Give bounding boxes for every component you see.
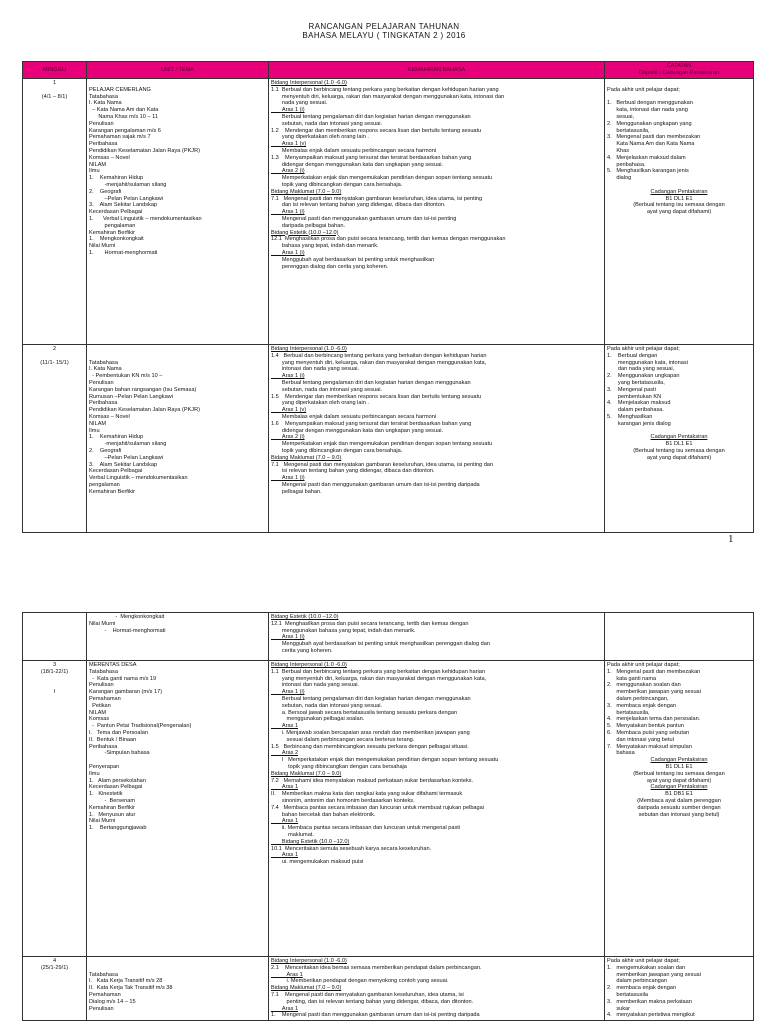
skill-line: 1.1 Berbual dan berbincang tentang perkara yang berkaitan dengan kehidupan harian yang (271, 86, 499, 93)
unit-line: - Bersenam (89, 797, 136, 804)
skill-line: 10.1 Menceritakan semula sesebuah karya secara keseluruhan. (271, 845, 432, 852)
skill-line: 2.1 Menceritakan idea bernas semasa memberikan pendapat dalam perbincangan. (271, 964, 482, 971)
skill-cell (269, 613, 605, 661)
note-line: dalam perbincangan, (607, 695, 669, 702)
unit-line (89, 965, 266, 972)
column-header-unit: UNIT / TEMA (87, 62, 269, 79)
skill-line: Bidang Interpersonal (1.0 -6.0) (271, 662, 347, 668)
skill-line: 7.1 Mengenal pasti dan menyatakan gambaran keseluruhan, idea utama, isi penting (271, 195, 483, 202)
note-line: 1. Berbual dengan (607, 352, 658, 359)
unit-line: - Pantun Petai Tradisional(Pengenalan) (89, 723, 192, 730)
week-line: I (53, 689, 56, 696)
unit-line: 1. Hormat-menghormati (89, 249, 158, 256)
skill-line: II. Memberikan makna kata dan rangkai kata yang sukar difahami termasuk (271, 791, 463, 798)
note-line: (Membaca ayat dalam perenggan (637, 797, 721, 804)
note-line: (Berbual tentang isu semasa dengan (633, 770, 725, 777)
week-line: (18/1-22/1) (40, 668, 69, 675)
skill-line: Bidang Estetik (10.0 –12.0) (271, 838, 350, 845)
note-line: (Berbual tentang isu semasa dengan (633, 447, 725, 454)
skill-cell (269, 957, 605, 1021)
unit-line: - Kata ganti nama m/s 19 (89, 675, 157, 682)
week-cell (23, 79, 87, 345)
unit-cell (87, 345, 269, 533)
lesson-plan-table-page-1 (22, 61, 754, 533)
unit-line: NILAM (89, 161, 107, 168)
note-line: 2. Menggunakan ungkapan yang (607, 120, 692, 127)
note-line: karangan jenis dialog (607, 420, 671, 427)
skill-line: Aras 1 (i) (271, 689, 305, 696)
note-line: Cadangan Pentaksiran (650, 757, 708, 764)
skill-line: Mengenal pasti dan menggunakan gambaran umum dan isi-isi penting (271, 215, 457, 222)
unit-line: Pendidikan Keselamatan Jalan Raya (PKJR) (89, 147, 201, 154)
unit-line: 1. Kemahiran Hidup (89, 434, 144, 441)
skill-cell (269, 345, 605, 533)
skill-line: Aras 1 (i) (271, 209, 305, 216)
note-line: bertatasusila (607, 991, 649, 998)
unit-line: Tatabahasa (89, 668, 118, 675)
skill-line: bahan bercetak dan bahan elektronik. (271, 811, 376, 818)
note-line: dalam perbincangan (607, 978, 668, 985)
skill-line: Aras 2 (i) (271, 168, 305, 175)
skill-line: ii. Membaca pantas secara imbasan dan luncuran untuk mengenal pasti (271, 825, 461, 832)
note-line: Pada akhir unit pelajar dapat; (607, 346, 680, 352)
unit-line: Komsas – Novel (89, 154, 130, 161)
skill-cell (269, 661, 605, 957)
note-line: 1. Mengenal pasti dan membezakan (607, 668, 701, 675)
unit-line: Rumusan –Pelan Pelan Langkawi (89, 393, 173, 400)
note-line: menggunakan kata, intonasi (607, 359, 688, 366)
skill-line: sinonim, antonim dan homonim berdasarkan konteks. (271, 797, 415, 804)
skill-line: 1.6 Menyampaikan maksud yang tersurat dan tersirat berdasarkan bahan yang (271, 420, 472, 427)
skill-line: Berbual tentang pengalaman diri dan kegiatan harian dengan menggunakan (271, 379, 471, 386)
unit-line: Penyerapan (89, 763, 120, 770)
skill-line: i. Memberikan pendapat dengan menyokong contoh yang sesuai. (271, 978, 449, 985)
note-line: 1. Berbual dengan menggunakan (607, 100, 693, 107)
note-line: B1 DB1 E1 (665, 791, 693, 798)
unit-line: I. Kata Nama (89, 100, 122, 107)
skill-line: maklumat. (271, 831, 314, 838)
skill-line: sebutan, nada dan intonasi yang sesuai. (271, 386, 383, 393)
skill-line: Aras 1 (v) (271, 407, 307, 414)
unit-line: Kecerdasan Pelbagai (89, 209, 143, 216)
lesson-plan-table-page-2 (22, 612, 754, 1021)
skill-line: menyentuh diri, keluarga, rakan dan masyarakat dengan menggunakan kata, intonasi dan (271, 93, 505, 100)
unit-line: Peribahasa (89, 141, 118, 148)
note-line: dan intonasi yang betul (607, 736, 674, 743)
unit-line: Nilai Murni (89, 818, 116, 825)
note-line (607, 94, 751, 101)
week-row (23, 345, 754, 533)
catatan-title: CATATAN (666, 63, 692, 70)
skill-line: 7.1 Mengenal pasti dan menyatakan gambaran keseluruhan, idea utama, isi penting dan (271, 461, 494, 468)
note-line: 2. membaca enjak dengan (607, 985, 677, 992)
skill-line: Aras 1 (271, 971, 303, 978)
note-line: peribahasa. (607, 161, 646, 168)
skill-line: Bidang Interpersonal (1.0 -6.0) (271, 80, 347, 86)
unit-line: MERENTAS DESA (89, 662, 137, 668)
unit-line: Penulisan (89, 120, 114, 127)
unit-line: Kemahiran Berfikir (89, 229, 136, 236)
unit-line: Pemahaman sajak m/s 7 (89, 134, 151, 141)
unit-line: Penulisan (89, 1005, 114, 1012)
skill-line: Membalas enjak dalam sesuatu perbincangan secara harmoni (271, 413, 437, 420)
document-subtitle: BAHASA MELAYU ( TINGKATAN 2 ) 2016 (302, 31, 466, 40)
skill-line: yang menyentuh diri, keluarga, rakan dan masyarakat dengan menggunakan kata, (271, 359, 487, 366)
note-line: Pada akhir unit pelajar dapat; (607, 86, 680, 93)
skill-line: Aras 1 (271, 784, 299, 791)
note-line: daripada sesuatu sumber dengan (637, 804, 721, 811)
unit-line: PELAJAR CEMERLANG (89, 86, 151, 93)
note-cell (605, 345, 754, 533)
skill-line: 1.3 Menyampaikan maksud yang tersurat dan tersirat berdasarkan bahan yang (271, 154, 472, 161)
note-line: B1 DL1 E1 (665, 763, 693, 770)
unit-line: - Mengkonkongkait (89, 614, 165, 620)
skill-line: yang menyentuh diri, keluarga, rakan dan masyarakat dengan menggunakan kata, (271, 675, 487, 682)
unit-line: Ilmu (89, 427, 100, 434)
unit-line: Kemahiran Berfikir (89, 488, 136, 495)
note-line: sesuai, (607, 113, 635, 120)
note-line: Khas (607, 147, 630, 154)
skill-line: menggunakan bahasa yang tepat, indah dan menarik. (271, 627, 416, 634)
skill-line: Bidang Estetik (10.0 –12.0) (271, 229, 339, 236)
note-line: Cadangan Pentaksiran (650, 188, 708, 195)
unit-line: Penulisan (89, 379, 114, 386)
note-line: yang bertatasusila, (607, 379, 665, 386)
unit-line: Pemahaman (89, 991, 121, 998)
skill-line: sebutan, nada dan intonasi yang sesuai. (271, 120, 383, 127)
skill-line: 1.1 Berbual dan berbincang tentang perkara yang berkaitan dengan kehidupan harian (271, 668, 485, 675)
note-line (607, 428, 751, 435)
unit-line: I. Tema dan Persoalan (89, 729, 148, 736)
unit-line (89, 958, 266, 965)
skill-line: penting, dan isi relevan tentang bahan yang didengar, dibaca, dan ditonton. (271, 998, 474, 1005)
skill-line: Aras 1 (i) (271, 249, 305, 256)
skill-line: i. Menjawab soalan bercapaian aras rendah dan memberikan jawapan yang (271, 729, 470, 736)
skill-line: sebutan, nada dan intonasi yang sesuai. (271, 702, 383, 709)
skill-line: Mengenal pasti dan menggunakan gambaran umum dan isi-isi penting daripada (271, 481, 480, 488)
unit-line: 1. Menyusun atur (89, 811, 136, 818)
unit-line: - Hormat-menghormati (89, 627, 166, 634)
week-cell (23, 613, 87, 661)
note-cell (605, 613, 754, 661)
unit-line: 1. Bertanggungjawab (89, 825, 147, 832)
column-header-kemahiran: KEMAHIRAN BAHASA (269, 62, 605, 79)
skill-line: Aras 1 (271, 818, 299, 825)
unit-line: –Pelan Pelan Langkawi (89, 454, 164, 461)
skill-line: 7.4 Membaca pantas secara imbasan dan luncuran untuk membuat rujukan pelbagai (271, 804, 485, 811)
skill-line: yang diperkatakan oleh orang lain . (271, 400, 369, 407)
unit-line (89, 80, 266, 87)
skill-line: Bidang Interpersonal (1.0 -6.0) (271, 958, 347, 964)
note-line: B1 DL1 E1 (665, 195, 693, 202)
skill-line: pelbagai bahan. (271, 488, 322, 495)
skill-line: Bidang Maklumat (7.0 – 9.0) (271, 770, 342, 777)
note-line: ayat yang dapat difahami) (646, 209, 712, 216)
skill-line: yang diperkatakan oleh orang lain . (271, 134, 369, 141)
skill-line: daripada pelbagai bahan. (271, 222, 346, 229)
unit-line: Ilmu (89, 770, 100, 777)
note-line: dialog (607, 175, 632, 182)
skill-line: Memperkatakan enjak dan mengemukakan pendirian dengan sopan tentang sesuatu (271, 441, 493, 448)
note-line: 2. menggunakan soalan dan (607, 682, 681, 689)
unit-line: -Simpulan bahasa (89, 750, 150, 757)
unit-cell (87, 79, 269, 345)
week-row (23, 613, 754, 661)
unit-line: 3. Alam Sekitar Landskap (89, 202, 158, 209)
week-line (25, 353, 84, 360)
skill-line: Menggubah ayat berdasarkan isi penting untuk menghasilkan perenggan dialog dan (271, 641, 490, 648)
unit-line: -menjahit/sulaman silang (89, 181, 167, 188)
skill-line: Bidang Estetik (10.0 –12.0) (271, 614, 339, 620)
unit-line: 1. Kemahiran Hidup (89, 175, 144, 182)
note-line: B1 DL1 E1 (665, 441, 693, 448)
unit-line: NILAM (89, 709, 107, 716)
week-line: (25/1-29/1) (40, 964, 69, 971)
unit-line: Peribahasa (89, 400, 118, 407)
note-line: 2. Menggunakan ungkapan (607, 373, 680, 380)
skill-line: Memperkatakan enjak dan mengemukakan pendirian dengan sopan tentang sesuatu (271, 175, 493, 182)
unit-line: II. Kata Kerja Tak Transitif m/s 38 (89, 985, 173, 992)
skill-line: sesuai dalam perbincangan secara berterus terang. (271, 736, 415, 743)
skill-line: Aras 1 (v) (271, 141, 307, 148)
unit-line: Karangan pengalaman m/s 6 (89, 127, 161, 134)
skill-line: Bidang Interpersonal (1.0 -6.0) (271, 346, 347, 352)
unit-line: Karangan bahan rangsangan (Isu Semasa) (89, 386, 197, 393)
unit-line: I. Kata Nama (89, 366, 122, 373)
unit-line: Verbal Linguistik – mendokumentasikan (89, 475, 188, 482)
note-line: Pada akhir unit pelajar dapat; (607, 662, 680, 668)
skill-line: Aras 2 (i) (271, 434, 305, 441)
skill-line: didengar dengan menggunakan kata dan ungkapan yang sesuai. (271, 161, 443, 168)
skill-line: 1.5 Berbincang dan membincangkan sesuatu perkara dengan pelbagai situasi. (271, 743, 469, 750)
skill-line: Aras 1 (271, 852, 299, 859)
skill-line: 12.1 Menghasilkan prosa dan puisi secara terancang, tertib dan kemas dengan menggunakan (271, 236, 506, 243)
week-cell (23, 345, 87, 533)
note-cell (605, 79, 754, 345)
note-cell (605, 957, 754, 1021)
note-line: ayat yang dapat difahami) (646, 454, 712, 461)
unit-line: Pemahaman (89, 695, 121, 702)
unit-line: 1. Verbal Linguistik – mendokumentasikan (89, 215, 202, 222)
note-line: 6. Membaca puisi yang sebutan (607, 729, 690, 736)
unit-line: Ilmu (89, 168, 100, 175)
week-line (25, 676, 84, 683)
unit-line: 2. Geografi (89, 447, 122, 454)
unit-line: Peribahasa (89, 743, 118, 750)
unit-line: Dialog m/s 14 – 15 (89, 998, 136, 1005)
unit-line: II. Bentuk / Binaan (89, 736, 137, 743)
unit-line: Nilai Murni (89, 620, 116, 627)
note-line: Cadangan Pentaksiran (650, 434, 708, 441)
week-row (23, 79, 754, 345)
skill-line: cerita yang koheren. (271, 647, 333, 654)
skill-line: 7.2 Memahami idea menyatakan maksud perkataan sukar berdasarkan konteks. (271, 777, 474, 784)
note-line (607, 182, 751, 189)
skill-line: 1.4 Berbual dan berbincang tentang perkara yang berkaitan dengan kehidupan harian (271, 352, 487, 359)
week-line (25, 87, 84, 94)
unit-line: -menjahit/sulaman silang (89, 441, 167, 448)
note-line: 4. menyatakan peristiwa mengikut (607, 1012, 695, 1019)
skill-cell (269, 79, 605, 345)
skill-line: I Memperkatakan enjak dan mengemukakan pendirian dengan sopan tentang sesuatu (271, 757, 499, 764)
unit-cell (87, 613, 269, 661)
skill-line: Bidang Maklumat (7.0 – 9.0) (271, 985, 342, 992)
note-line: 4. Menjelaskan maksud dalam (607, 154, 686, 161)
unit-line: – Kata Nama Am dan Kata (89, 107, 159, 114)
skill-line: Membalas enjak dalam sesuatu perbincangan secara harmoni (271, 147, 437, 154)
unit-line: Tatabahasa (89, 971, 118, 978)
unit-line: Petikan (89, 702, 111, 709)
note-line: 4. menjelaskan tema dan persoalan. (607, 716, 701, 723)
note-line: kata ganti nama (607, 675, 657, 682)
note-line: 5. Menghasilkan (607, 413, 653, 420)
skill-line: bahasa yang tepat, indah dan menarik. (271, 243, 379, 250)
column-header-catatan (605, 62, 754, 79)
catatan-subtitle: Objektif / Cadangan Pentaksiran (638, 70, 720, 76)
unit-line (89, 346, 266, 353)
unit-line: Tatabahasa (89, 93, 118, 100)
note-cell (605, 661, 754, 957)
unit-line: 1. Kinestetik (89, 791, 123, 798)
unit-line: NILAM (89, 420, 107, 427)
note-line: 5. Menghasilkan karangan jenis (607, 168, 689, 175)
unit-line: Kemahiran Berfikir (89, 804, 136, 811)
note-line: Cadangan Pentaksiran (650, 784, 708, 791)
skill-line: Menggubah ayat berdasarkan isi penting untuk menghasilkan (271, 256, 435, 263)
unit-line: Kecerdasan Pelbagai (89, 468, 143, 475)
skill-line: Bidang Maklumat (7.0 – 9.0) (271, 188, 342, 195)
page-number: 1 (728, 533, 734, 545)
unit-cell (87, 661, 269, 957)
unit-line: Komsas – Novel (89, 413, 130, 420)
week-line: (11/1- 15/1) (40, 359, 69, 366)
week-line: 2 (52, 346, 57, 352)
unit-line: 3. Alam Sekitar Landskap (89, 461, 158, 468)
unit-line: Nilai Murni (89, 243, 116, 250)
note-line (607, 614, 751, 621)
unit-cell (87, 957, 269, 1021)
unit-line: pengalaman (89, 222, 136, 229)
skill-line: topik yang dibincangkan dengan cara bersahaja. (271, 181, 403, 188)
week-line (25, 614, 84, 621)
week-line: 3 (52, 662, 57, 668)
skill-line: Aras 1 (i) (271, 373, 305, 380)
skill-line: 1.5 Mendengar dan memberikan respons secara lisan dan bertulis tentang sesuatu (271, 393, 482, 400)
note-line: dan nada yang sesuai, (607, 366, 675, 373)
skill-line: nada yang sesuai. (271, 100, 328, 107)
note-line: 3. membaca enjak dengan (607, 702, 677, 709)
skill-line: menggunakan pelbagai soalan. (271, 716, 365, 723)
skill-line: Aras 1 (271, 1005, 299, 1012)
skill-line: topik yang dibincangkan dengan cara bersahaja. (271, 447, 403, 454)
skill-line: Aras 1 (i) (271, 634, 305, 641)
skill-line: topik yang dibincangkan dengan cara bersahaja (271, 763, 407, 770)
unit-line: Tatabahasa (89, 359, 118, 366)
skill-line: Aras 1 (271, 723, 299, 730)
column-header-minggu: MINGGU (23, 62, 87, 79)
note-line: Kata Nama Am dan Kata Nama (607, 141, 695, 148)
note-line: (Berbual tentang isu semasa dengan (633, 202, 725, 209)
unit-line: - Pembentukan KN m/s 10 – (89, 373, 163, 380)
skill-line: perenggan dialog dan cerita yang koheren. (271, 263, 389, 270)
unit-line: pengalaman (89, 481, 120, 488)
skill-line: a. Bersoal jawab secara bertatasusila tentang sesuatu perkara dengan (271, 709, 457, 716)
week-line: (4/1 – 8/1) (41, 93, 68, 100)
note-line: sukar (607, 1005, 631, 1012)
skill-line: ui. mengemukakan maksud puisi (271, 859, 364, 866)
skill-line: didengar dengan menggunakan kata dan ungkapan yang sesuai. (271, 427, 443, 434)
unit-line: Komsas (89, 716, 110, 723)
unit-line: Penulisan (89, 682, 114, 689)
note-line: 7. Menyatakan maksud simpulan (607, 743, 692, 750)
unit-line: Nama Khas m/s 10 – 11 (89, 113, 158, 120)
document-title: RANCANGAN PELAJARAN TAHUNAN (308, 22, 460, 31)
skill-line: Aras 1 (i) (271, 107, 305, 114)
unit-line: I. Kata Kerja Transitif m/s 28 (89, 978, 163, 985)
unit-line: 1. Mengkonkongkait (89, 236, 144, 243)
unit-line: 1. Alam persekolahan (89, 777, 146, 784)
skill-line: dan isi relevan tentang bahan yang didengar, dibaca dan ditonton. (271, 202, 446, 209)
note-line: 3. Mengenal pasti dan membezakan (607, 134, 701, 141)
unit-line (89, 353, 266, 360)
skill-line: Berbual tentang pengalaman diri dan kegiatan harian dengan menggunakan (271, 695, 471, 702)
note-line (607, 80, 751, 87)
note-line: bertatasusila, (607, 127, 650, 134)
note-line: memberikan jawapan yang sesuai (607, 689, 701, 696)
note-line: bahasa (607, 750, 635, 757)
unit-line: –Pelan Pelan Langkawi (89, 195, 164, 202)
note-line: 3. memberikan makna perkataan (607, 998, 692, 1005)
skill-line: 1.2 Mendengar dan memberikan respons secara lisan dan bertulis tentang sesuatu (271, 127, 482, 134)
unit-line: Kecerdasan Pelbagai (89, 784, 143, 791)
note-line: 5. Menyatakan bentuk pantun (607, 723, 684, 730)
note-line: sebutan dan intonasi yang betul) (638, 811, 720, 818)
unit-line: Karangan gambaran (m/s 17) (89, 689, 163, 696)
unit-line: Pendidikan Keselamatan Jalan Raya (PKJR) (89, 407, 201, 414)
week-cell (23, 661, 87, 957)
skill-line: 7.1 Mengenal pasti dan menyatakan gambaran keseluruhan, idea utama, isi (271, 991, 464, 998)
week-row (23, 661, 754, 957)
note-line: 3. Mengenal pasti (607, 386, 656, 393)
note-line: pembentukan KN (607, 393, 662, 400)
skill-line: Berbual tentang pengalaman diri dan kegiatan harian dengan menggunakan (271, 113, 471, 120)
note-line: kata, intonasi dan nada yang (607, 107, 688, 114)
skill-line: Bidang Maklumat (7.0 – 9.0) (271, 454, 342, 461)
week-line: 1 (52, 80, 57, 86)
skill-line: Aras 1 (i) (271, 475, 305, 482)
note-line: 4. Menjelaskan maksud (607, 400, 671, 407)
note-line: memberikan jawapan yang sesuai (607, 971, 701, 978)
skill-line: 1. Mengenal pasti dan menggunakan gambaran umum dan isi-isi penting daripada (271, 1012, 480, 1019)
skill-line: intonasi dan nada yang sesuai. (271, 682, 360, 689)
skill-line: isi relevan tentang bahan yang didengar, dibaca dan ditonton. (271, 468, 435, 475)
skill-line: Aras 2 (271, 750, 299, 757)
note-line: ayat yang dapat difahami) (646, 777, 712, 784)
unit-line (89, 757, 266, 764)
week-line (25, 682, 84, 689)
note-line: 1. mengemukakan soalan dan (607, 964, 686, 971)
note-line: bertatasusila, (607, 709, 650, 716)
note-line: dalam peribahasa. (607, 407, 664, 414)
note-line: Pada akhir unit pelajar dapat; (607, 958, 680, 964)
week-cell (23, 957, 87, 1021)
week-row (23, 957, 754, 1021)
unit-line: 2. Geografi (89, 188, 122, 195)
week-line: 4 (52, 958, 57, 964)
skill-line: 12.1 Menghasilkan prosa dan puisi secara terancang, tertib dan kemas dengan (271, 620, 469, 627)
skill-line: intonasi dan nada yang sesuai. (271, 366, 360, 373)
